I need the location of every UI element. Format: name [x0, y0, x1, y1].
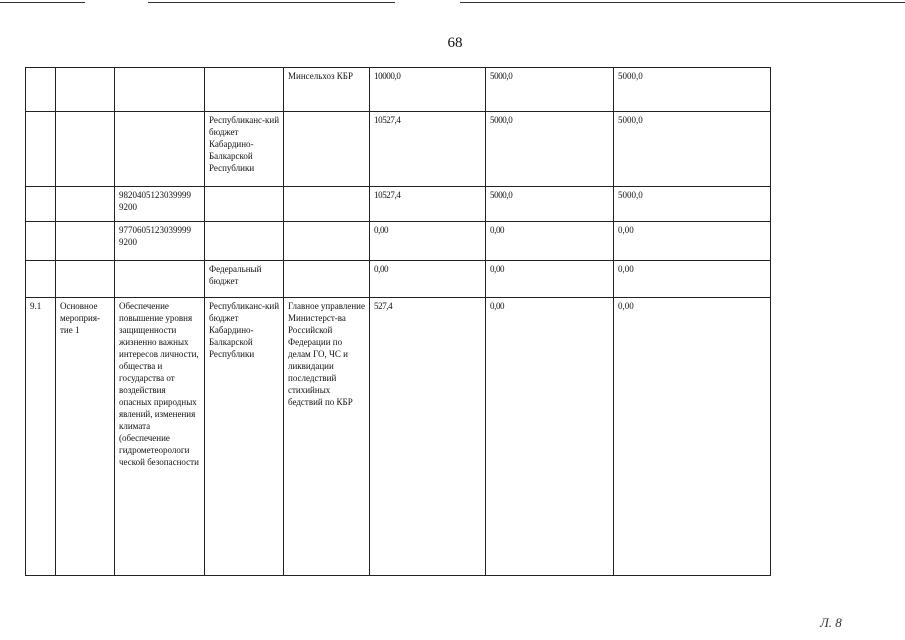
- value-year3-cell: 0,00: [614, 298, 771, 576]
- table-row: [26, 112, 771, 187]
- description-cell: [115, 68, 205, 112]
- value-year1-cell: 10000,0: [370, 68, 486, 112]
- measure-cell: [56, 112, 115, 187]
- funding-source-cell: [205, 222, 284, 261]
- budget-table: [25, 67, 771, 576]
- funding-source-cell: Федеральный бюджет: [205, 261, 284, 298]
- description-cell: [115, 261, 205, 298]
- table-row: [26, 68, 771, 112]
- funding-source-cell: Республиканс-кий бюджет Кабардино-Балкарской Республики: [205, 298, 284, 576]
- measure-cell: [56, 261, 115, 298]
- value-year3-cell: 0,00: [614, 222, 771, 261]
- executor-cell: [284, 222, 370, 261]
- table-row: [26, 261, 771, 298]
- value-year2-cell: 5000,0: [486, 68, 614, 112]
- value-year2-cell: 0,00: [486, 222, 614, 261]
- value-year3-cell: 5000,0: [614, 68, 771, 112]
- value-year3-cell: 5000,0: [614, 112, 771, 187]
- description-cell: Обеспечение повышение уровня защищенности жизненно важных интересов личности, общества и государства от воздействия опасных природных явлений, изменения климата (обеспечение гидрометеорологи ческой безопасности: [115, 298, 205, 576]
- row-number-cell: [26, 222, 56, 261]
- row-number-cell: [26, 261, 56, 298]
- value-year3-cell: 5000,0: [614, 187, 771, 222]
- value-year2-cell: 0,00: [486, 261, 614, 298]
- measure-cell: [56, 222, 115, 261]
- handwritten-signature: Л. 8: [820, 615, 842, 630]
- value-year1-cell: 0,00: [370, 261, 486, 298]
- budget-code-cell: 9820405123039999 9200: [115, 187, 205, 222]
- executor-cell: [284, 187, 370, 222]
- row-number-cell: 9.1: [26, 298, 56, 576]
- funding-source-cell: [205, 68, 284, 112]
- top-rule: [148, 2, 395, 3]
- row-number-cell: [26, 68, 56, 112]
- measure-cell: [56, 68, 115, 112]
- executor-cell: Главное управление Министерст-ва Российской Федерации по делам ГО, ЧС и ликвидации последствий стихийных бедствий по КБР: [284, 298, 370, 576]
- table-row: [26, 222, 771, 261]
- value-year2-cell: 0,00: [486, 298, 614, 576]
- budget-code-cell: 9770605123039999 9200: [115, 222, 205, 261]
- top-rule: [0, 2, 85, 3]
- executor-cell: [284, 261, 370, 298]
- table-row: [26, 187, 771, 222]
- value-year1-cell: 10527,4: [370, 112, 486, 187]
- value-year1-cell: 0,00: [370, 222, 486, 261]
- funding-source-cell: [205, 187, 284, 222]
- value-year2-cell: 5000,0: [486, 112, 614, 187]
- executor-cell: [284, 112, 370, 187]
- page-number: 68: [447, 35, 463, 51]
- value-year3-cell: 0,00: [614, 261, 771, 298]
- value-year2-cell: 5000,0: [486, 187, 614, 222]
- table-row: [26, 298, 771, 576]
- funding-source-cell: Республиканс-кий бюджет Кабардино-Балкарской Республики: [205, 112, 284, 187]
- value-year1-cell: 10527,4: [370, 187, 486, 222]
- measure-cell: [56, 187, 115, 222]
- value-year1-cell: 527,4: [370, 298, 486, 576]
- executor-cell: Минсельхоз КБР: [284, 68, 370, 112]
- description-cell: [115, 112, 205, 187]
- top-rule: [460, 2, 905, 3]
- row-number-cell: [26, 112, 56, 187]
- row-number-cell: [26, 187, 56, 222]
- measure-cell: Основное мероприя-тие 1: [56, 298, 115, 576]
